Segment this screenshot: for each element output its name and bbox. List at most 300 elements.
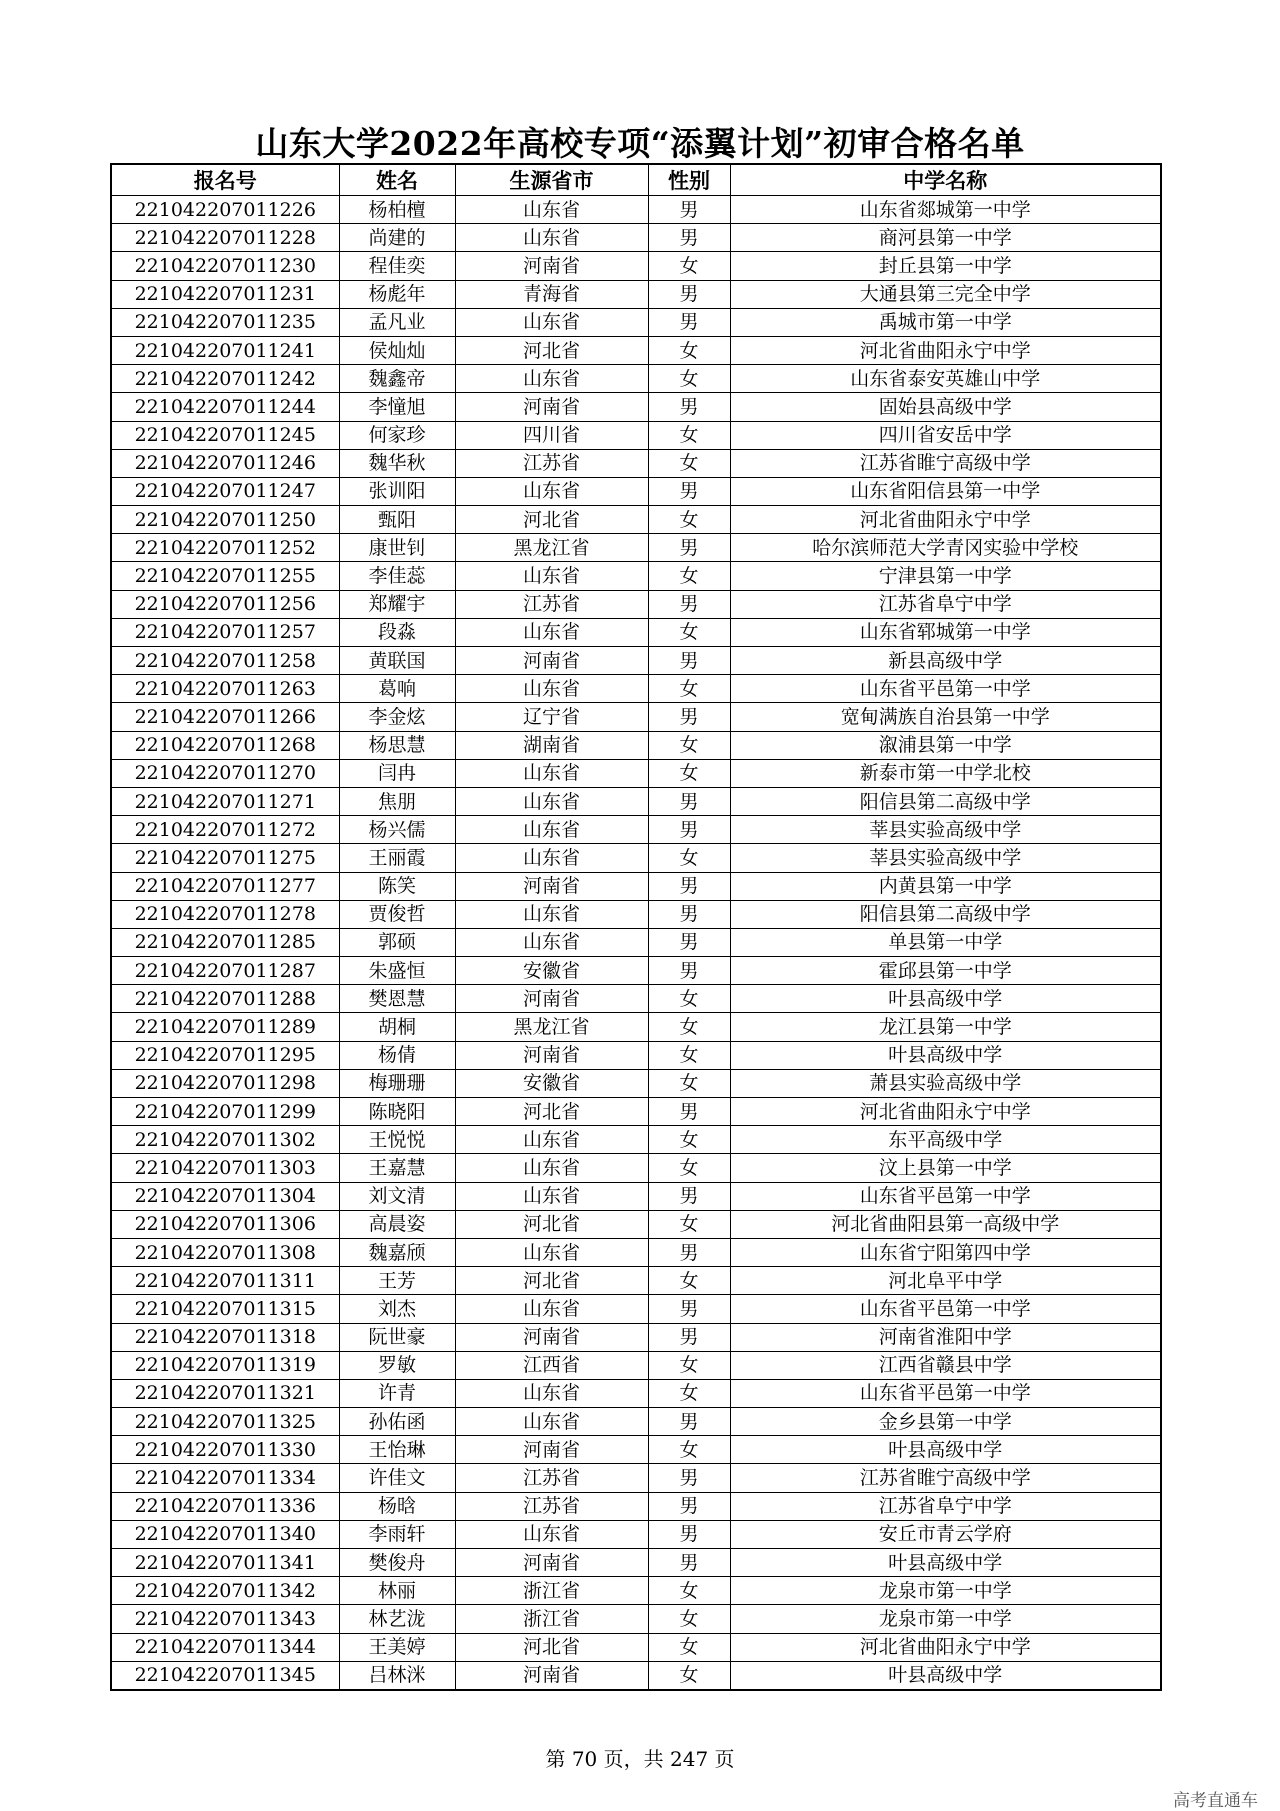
registration-number-cell: 221042207011306 [111, 1210, 339, 1238]
table-row [111, 759, 1161, 787]
gender-cell: 男 [648, 196, 730, 224]
school-cell: 东平高级中学 [730, 1126, 1161, 1154]
registration-number-cell: 221042207011302 [111, 1126, 339, 1154]
table-row [111, 703, 1161, 731]
registration-number-cell: 221042207011263 [111, 675, 339, 703]
school-cell: 内黄县第一中学 [730, 872, 1161, 900]
school-cell: 山东省平邑第一中学 [730, 675, 1161, 703]
school-cell: 龙泉市第一中学 [730, 1605, 1161, 1633]
table-row [111, 1633, 1161, 1661]
name-cell: 樊俊舟 [339, 1549, 455, 1577]
school-cell: 安丘市青云学府 [730, 1520, 1161, 1548]
table-row [111, 1577, 1161, 1605]
gender-cell: 女 [648, 1351, 730, 1379]
school-cell: 江西省赣县中学 [730, 1351, 1161, 1379]
table-row [111, 1379, 1161, 1407]
gender-cell: 女 [648, 506, 730, 534]
name-cell: 杨倩 [339, 1041, 455, 1069]
school-cell: 山东省郓城第一中学 [730, 618, 1161, 646]
school-cell: 霍邱县第一中学 [730, 957, 1161, 985]
registration-number-cell: 221042207011247 [111, 477, 339, 505]
header-registration-number: 报名号 [111, 164, 339, 196]
registration-number-cell: 221042207011318 [111, 1323, 339, 1351]
province-cell: 山东省 [455, 1520, 648, 1548]
name-cell: 刘杰 [339, 1295, 455, 1323]
province-cell: 山东省 [455, 477, 648, 505]
province-cell: 山东省 [455, 1238, 648, 1266]
registration-number-cell: 221042207011304 [111, 1182, 339, 1210]
gender-cell: 女 [648, 1661, 730, 1690]
registration-number-cell: 221042207011256 [111, 590, 339, 618]
registration-number-cell: 221042207011252 [111, 534, 339, 562]
name-cell: 杨晗 [339, 1492, 455, 1520]
gender-cell: 女 [648, 985, 730, 1013]
school-cell: 山东省郯城第一中学 [730, 196, 1161, 224]
gender-cell: 女 [648, 675, 730, 703]
school-cell: 新泰市第一中学北校 [730, 759, 1161, 787]
province-cell: 山东省 [455, 1295, 648, 1323]
table-row [111, 872, 1161, 900]
school-cell: 金乡县第一中学 [730, 1408, 1161, 1436]
gender-cell: 男 [648, 1464, 730, 1492]
registration-number-cell: 221042207011311 [111, 1267, 339, 1295]
table-row [111, 844, 1161, 872]
name-cell: 黄联国 [339, 647, 455, 675]
table-row [111, 1464, 1161, 1492]
gender-cell: 男 [648, 1492, 730, 1520]
registration-number-cell: 221042207011275 [111, 844, 339, 872]
table-row [111, 1267, 1161, 1295]
name-cell: 刘文清 [339, 1182, 455, 1210]
gender-cell: 女 [648, 1013, 730, 1041]
registration-number-cell: 221042207011285 [111, 928, 339, 956]
table-row [111, 477, 1161, 505]
table-row [111, 336, 1161, 364]
registration-number-cell: 221042207011257 [111, 618, 339, 646]
province-cell: 河北省 [455, 1267, 648, 1295]
registration-number-cell: 221042207011334 [111, 1464, 339, 1492]
registration-number-cell: 221042207011319 [111, 1351, 339, 1379]
province-cell: 山东省 [455, 365, 648, 393]
registration-number-cell: 221042207011272 [111, 816, 339, 844]
province-cell: 河北省 [455, 1098, 648, 1126]
table-row [111, 1520, 1161, 1548]
gender-cell: 女 [648, 562, 730, 590]
school-cell: 溆浦县第一中学 [730, 731, 1161, 759]
name-cell: 王芳 [339, 1267, 455, 1295]
table-row [111, 506, 1161, 534]
school-cell: 河北省曲阳永宁中学 [730, 506, 1161, 534]
gender-cell: 男 [648, 1295, 730, 1323]
registration-number-cell: 221042207011321 [111, 1379, 339, 1407]
province-cell: 青海省 [455, 280, 648, 308]
name-cell: 贾俊哲 [339, 900, 455, 928]
province-cell: 江西省 [455, 1351, 648, 1379]
school-cell: 莘县实验高级中学 [730, 844, 1161, 872]
gender-cell: 女 [648, 731, 730, 759]
registration-number-cell: 221042207011231 [111, 280, 339, 308]
gender-cell: 男 [648, 1549, 730, 1577]
name-cell: 段淼 [339, 618, 455, 646]
registration-number-cell: 221042207011245 [111, 421, 339, 449]
registration-number-cell: 221042207011271 [111, 787, 339, 815]
registration-number-cell: 221042207011230 [111, 252, 339, 280]
school-cell: 龙泉市第一中学 [730, 1577, 1161, 1605]
gender-cell: 女 [648, 365, 730, 393]
school-cell: 叶县高级中学 [730, 1041, 1161, 1069]
province-cell: 河南省 [455, 647, 648, 675]
school-cell: 封丘县第一中学 [730, 252, 1161, 280]
table-header-row [111, 164, 1161, 196]
province-cell: 山东省 [455, 928, 648, 956]
table-row [111, 393, 1161, 421]
school-cell: 山东省宁阳第四中学 [730, 1238, 1161, 1266]
table-row [111, 985, 1161, 1013]
table-row [111, 590, 1161, 618]
registration-number-cell: 221042207011299 [111, 1098, 339, 1126]
name-cell: 李佳蕊 [339, 562, 455, 590]
registration-number-cell: 221042207011235 [111, 308, 339, 336]
name-cell: 许佳文 [339, 1464, 455, 1492]
table-row [111, 421, 1161, 449]
name-cell: 康世钊 [339, 534, 455, 562]
province-cell: 河北省 [455, 1210, 648, 1238]
name-cell: 胡桐 [339, 1013, 455, 1041]
gender-cell: 男 [648, 1520, 730, 1548]
registration-number-cell: 221042207011342 [111, 1577, 339, 1605]
gender-cell: 男 [648, 816, 730, 844]
table-row [111, 1605, 1161, 1633]
name-cell: 杨思慧 [339, 731, 455, 759]
gender-cell: 男 [648, 928, 730, 956]
gender-cell: 男 [648, 590, 730, 618]
province-cell: 湖南省 [455, 731, 648, 759]
school-cell: 哈尔滨师范大学青冈实验中学校 [730, 534, 1161, 562]
province-cell: 山东省 [455, 196, 648, 224]
gender-cell: 女 [648, 1577, 730, 1605]
registration-number-cell: 221042207011308 [111, 1238, 339, 1266]
province-cell: 河北省 [455, 1633, 648, 1661]
name-cell: 焦朋 [339, 787, 455, 815]
table-row [111, 1041, 1161, 1069]
table-row [111, 787, 1161, 815]
registration-number-cell: 221042207011288 [111, 985, 339, 1013]
name-cell: 孙佑函 [339, 1408, 455, 1436]
table-row [111, 449, 1161, 477]
name-cell: 王怡琳 [339, 1436, 455, 1464]
school-cell: 单县第一中学 [730, 928, 1161, 956]
table-row [111, 534, 1161, 562]
name-cell: 郭硕 [339, 928, 455, 956]
name-cell: 魏鑫帝 [339, 365, 455, 393]
gender-cell: 男 [648, 224, 730, 252]
school-cell: 山东省阳信县第一中学 [730, 477, 1161, 505]
registration-number-cell: 221042207011268 [111, 731, 339, 759]
name-cell: 王丽霞 [339, 844, 455, 872]
name-cell: 朱盛恒 [339, 957, 455, 985]
province-cell: 山东省 [455, 787, 648, 815]
school-cell: 河北省曲阳县第一高级中学 [730, 1210, 1161, 1238]
name-cell: 李雨轩 [339, 1520, 455, 1548]
table-row [111, 1492, 1161, 1520]
province-cell: 河南省 [455, 1661, 648, 1690]
province-cell: 山东省 [455, 1182, 648, 1210]
candidate-table [110, 163, 1162, 1691]
registration-number-cell: 221042207011242 [111, 365, 339, 393]
school-cell: 萧县实验高级中学 [730, 1069, 1161, 1097]
school-cell: 河北省曲阳永宁中学 [730, 1633, 1161, 1661]
school-cell: 叶县高级中学 [730, 1436, 1161, 1464]
province-cell: 山东省 [455, 759, 648, 787]
name-cell: 王嘉慧 [339, 1154, 455, 1182]
province-cell: 浙江省 [455, 1577, 648, 1605]
province-cell: 江苏省 [455, 449, 648, 477]
gender-cell: 男 [648, 1323, 730, 1351]
school-cell: 宁津县第一中学 [730, 562, 1161, 590]
province-cell: 江苏省 [455, 1464, 648, 1492]
table-row [111, 224, 1161, 252]
province-cell: 四川省 [455, 421, 648, 449]
province-cell: 山东省 [455, 844, 648, 872]
table-body [111, 196, 1161, 1690]
gender-cell: 男 [648, 280, 730, 308]
gender-cell: 女 [648, 336, 730, 364]
gender-cell: 男 [648, 393, 730, 421]
gender-cell: 女 [648, 1436, 730, 1464]
name-cell: 罗敏 [339, 1351, 455, 1379]
table-row [111, 196, 1161, 224]
table-row [111, 1549, 1161, 1577]
school-cell: 宽甸满族自治县第一中学 [730, 703, 1161, 731]
name-cell: 王美婷 [339, 1633, 455, 1661]
table-row [111, 957, 1161, 985]
province-cell: 河南省 [455, 1549, 648, 1577]
table-row [111, 1295, 1161, 1323]
registration-number-cell: 221042207011303 [111, 1154, 339, 1182]
name-cell: 李金炫 [339, 703, 455, 731]
gender-cell: 男 [648, 477, 730, 505]
province-cell: 山东省 [455, 1408, 648, 1436]
registration-number-cell: 221042207011295 [111, 1041, 339, 1069]
name-cell: 杨柏檀 [339, 196, 455, 224]
table-row [111, 1182, 1161, 1210]
table-row [111, 562, 1161, 590]
registration-number-cell: 221042207011341 [111, 1549, 339, 1577]
province-cell: 辽宁省 [455, 703, 648, 731]
school-cell: 四川省安岳中学 [730, 421, 1161, 449]
school-cell: 山东省泰安英雄山中学 [730, 365, 1161, 393]
province-cell: 河北省 [455, 336, 648, 364]
registration-number-cell: 221042207011244 [111, 393, 339, 421]
registration-number-cell: 221042207011289 [111, 1013, 339, 1041]
name-cell: 张训阳 [339, 477, 455, 505]
gender-cell: 女 [648, 618, 730, 646]
gender-cell: 女 [648, 252, 730, 280]
province-cell: 山东省 [455, 675, 648, 703]
province-cell: 山东省 [455, 308, 648, 336]
gender-cell: 男 [648, 1098, 730, 1126]
school-cell: 江苏省阜宁中学 [730, 1492, 1161, 1520]
gender-cell: 女 [648, 1069, 730, 1097]
gender-cell: 女 [648, 1041, 730, 1069]
table-row [111, 618, 1161, 646]
province-cell: 山东省 [455, 1154, 648, 1182]
table-row [111, 1238, 1161, 1266]
province-cell: 山东省 [455, 1126, 648, 1154]
gender-cell: 男 [648, 900, 730, 928]
province-cell: 河南省 [455, 872, 648, 900]
gender-cell: 女 [648, 1633, 730, 1661]
name-cell: 林艺泷 [339, 1605, 455, 1633]
name-cell: 杨彪年 [339, 280, 455, 308]
province-cell: 安徽省 [455, 1069, 648, 1097]
header-name: 姓名 [339, 164, 455, 196]
name-cell: 孟凡业 [339, 308, 455, 336]
table-row [111, 1661, 1161, 1690]
page-footer: 第 70 页，共 247 页 [545, 1747, 735, 1771]
school-cell: 商河县第一中学 [730, 224, 1161, 252]
table-row [111, 1436, 1161, 1464]
table-row [111, 1126, 1161, 1154]
school-cell: 江苏省阜宁中学 [730, 590, 1161, 618]
school-cell: 阳信县第二高级中学 [730, 787, 1161, 815]
registration-number-cell: 221042207011336 [111, 1492, 339, 1520]
registration-number-cell: 221042207011255 [111, 562, 339, 590]
province-cell: 黑龙江省 [455, 1013, 648, 1041]
name-cell: 阮世豪 [339, 1323, 455, 1351]
table-row [111, 1408, 1161, 1436]
registration-number-cell: 221042207011266 [111, 703, 339, 731]
table-row [111, 252, 1161, 280]
registration-number-cell: 221042207011325 [111, 1408, 339, 1436]
registration-number-cell: 221042207011340 [111, 1520, 339, 1548]
school-cell: 莘县实验高级中学 [730, 816, 1161, 844]
registration-number-cell: 221042207011250 [111, 506, 339, 534]
name-cell: 高晨姿 [339, 1210, 455, 1238]
name-cell: 甄阳 [339, 506, 455, 534]
table-row [111, 900, 1161, 928]
registration-number-cell: 221042207011345 [111, 1661, 339, 1690]
gender-cell: 女 [648, 1154, 730, 1182]
name-cell: 梅珊珊 [339, 1069, 455, 1097]
table-row [111, 1210, 1161, 1238]
table-row [111, 1154, 1161, 1182]
province-cell: 河南省 [455, 1436, 648, 1464]
gender-cell: 女 [648, 449, 730, 477]
gender-cell: 男 [648, 534, 730, 562]
name-cell: 吕林洣 [339, 1661, 455, 1690]
province-cell: 河南省 [455, 1323, 648, 1351]
school-cell: 江苏省睢宁高级中学 [730, 1464, 1161, 1492]
name-cell: 魏嘉颀 [339, 1238, 455, 1266]
registration-number-cell: 221042207011343 [111, 1605, 339, 1633]
school-cell: 新县高级中学 [730, 647, 1161, 675]
table-row [111, 816, 1161, 844]
header-gender: 性别 [648, 164, 730, 196]
school-cell: 河北省曲阳永宁中学 [730, 336, 1161, 364]
province-cell: 山东省 [455, 1379, 648, 1407]
name-cell: 尚建的 [339, 224, 455, 252]
name-cell: 樊恩慧 [339, 985, 455, 1013]
gender-cell: 女 [648, 1605, 730, 1633]
table-row [111, 1098, 1161, 1126]
province-cell: 浙江省 [455, 1605, 648, 1633]
header-school: 中学名称 [730, 164, 1161, 196]
province-cell: 河北省 [455, 506, 648, 534]
name-cell: 李憧旭 [339, 393, 455, 421]
header-province: 生源省市 [455, 164, 648, 196]
province-cell: 江苏省 [455, 590, 648, 618]
school-cell: 山东省平邑第一中学 [730, 1379, 1161, 1407]
school-cell: 叶县高级中学 [730, 1549, 1161, 1577]
name-cell: 王悦悦 [339, 1126, 455, 1154]
gender-cell: 男 [648, 1238, 730, 1266]
name-cell: 何家珍 [339, 421, 455, 449]
registration-number-cell: 221042207011258 [111, 647, 339, 675]
school-cell: 河北阜平中学 [730, 1267, 1161, 1295]
school-cell: 山东省平邑第一中学 [730, 1295, 1161, 1323]
name-cell: 杨兴儒 [339, 816, 455, 844]
province-cell: 山东省 [455, 562, 648, 590]
registration-number-cell: 221042207011330 [111, 1436, 339, 1464]
school-cell: 固始县高级中学 [730, 393, 1161, 421]
gender-cell: 女 [648, 759, 730, 787]
name-cell: 陈晓阳 [339, 1098, 455, 1126]
school-cell: 河北省曲阳永宁中学 [730, 1098, 1161, 1126]
school-cell: 江苏省睢宁高级中学 [730, 449, 1161, 477]
gender-cell: 女 [648, 1126, 730, 1154]
registration-number-cell: 221042207011228 [111, 224, 339, 252]
watermark-text: 高考直通车 [1173, 1791, 1258, 1811]
gender-cell: 女 [648, 1379, 730, 1407]
province-cell: 山东省 [455, 224, 648, 252]
registration-number-cell: 221042207011270 [111, 759, 339, 787]
table-row [111, 1351, 1161, 1379]
table-row [111, 1323, 1161, 1351]
name-cell: 程佳奕 [339, 252, 455, 280]
gender-cell: 女 [648, 844, 730, 872]
registration-number-cell: 221042207011226 [111, 196, 339, 224]
province-cell: 山东省 [455, 900, 648, 928]
name-cell: 许青 [339, 1379, 455, 1407]
gender-cell: 男 [648, 703, 730, 731]
registration-number-cell: 221042207011241 [111, 336, 339, 364]
name-cell: 郑耀宇 [339, 590, 455, 618]
province-cell: 安徽省 [455, 957, 648, 985]
school-cell: 汶上县第一中学 [730, 1154, 1161, 1182]
name-cell: 闫冉 [339, 759, 455, 787]
table-row [111, 731, 1161, 759]
name-cell: 陈笑 [339, 872, 455, 900]
school-cell: 叶县高级中学 [730, 985, 1161, 1013]
registration-number-cell: 221042207011246 [111, 449, 339, 477]
name-cell: 林丽 [339, 1577, 455, 1605]
school-cell: 叶县高级中学 [730, 1661, 1161, 1690]
registration-number-cell: 221042207011298 [111, 1069, 339, 1097]
registration-number-cell: 221042207011315 [111, 1295, 339, 1323]
table-row [111, 675, 1161, 703]
gender-cell: 男 [648, 957, 730, 985]
registration-number-cell: 221042207011287 [111, 957, 339, 985]
gender-cell: 女 [648, 1267, 730, 1295]
gender-cell: 男 [648, 647, 730, 675]
table-row [111, 928, 1161, 956]
gender-cell: 男 [648, 872, 730, 900]
document-title: 山东大学2022年高校专项“添翼计划”初审合格名单 [255, 124, 1025, 163]
school-cell: 山东省平邑第一中学 [730, 1182, 1161, 1210]
gender-cell: 女 [648, 421, 730, 449]
table-row [111, 1013, 1161, 1041]
